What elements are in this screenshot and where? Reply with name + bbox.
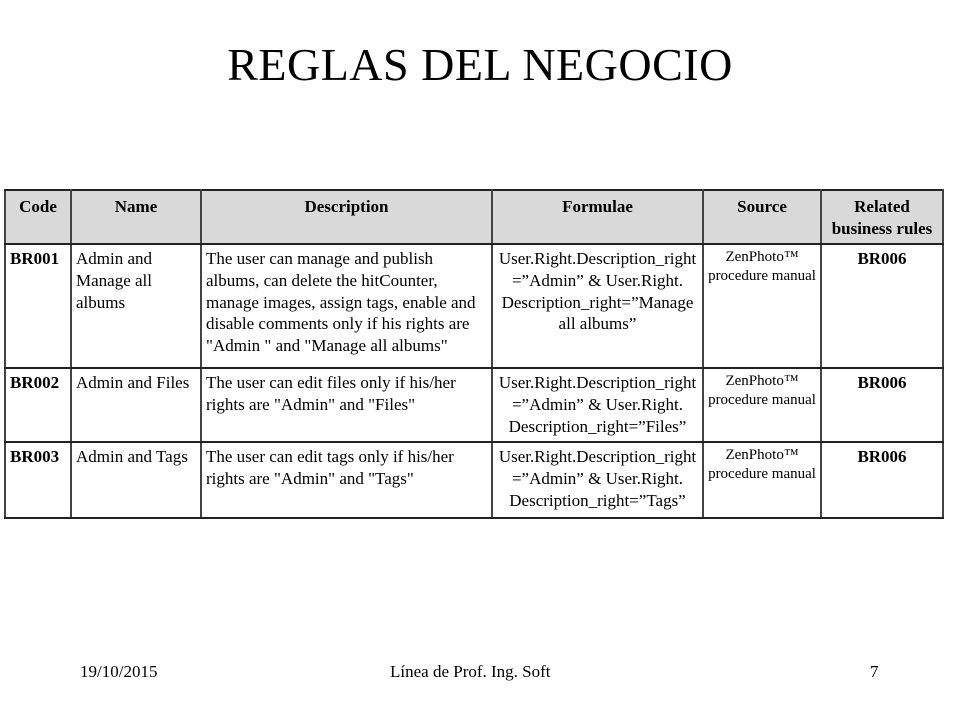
header-name: Name — [71, 190, 201, 244]
cell-related: BR006 — [821, 442, 943, 518]
table-row — [5, 368, 943, 442]
cell-related: BR006 — [821, 368, 943, 442]
cell-description: The user can edit files only if his/her rights are "Admin" and "Files" — [201, 368, 492, 442]
header-description: Description — [201, 190, 492, 244]
cell-formulae: User.Right.Description_right =”Admin” & User.Right. Description_right=”Manage all albums” — [492, 244, 703, 368]
header-related: Related business rules — [821, 190, 943, 244]
footer-page-number: 7 — [870, 662, 879, 681]
cell-name: Admin and Tags — [71, 442, 201, 518]
slide-title: REGLAS DEL NEGOCIO — [227, 39, 733, 90]
table-header-row — [5, 190, 943, 244]
cell-code: BR003 — [5, 442, 71, 518]
table-row — [5, 244, 943, 368]
cell-formulae: User.Right.Description_right =”Admin” & User.Right. Description_right=”Files” — [492, 368, 703, 442]
cell-source: ZenPhoto™ procedure manual — [703, 442, 821, 518]
header-source: Source — [703, 190, 821, 244]
cell-description: The user can edit tags only if his/her rights are "Admin" and "Tags" — [201, 442, 492, 518]
cell-code: BR001 — [5, 244, 71, 368]
cell-code: BR002 — [5, 368, 71, 442]
header-code: Code — [5, 190, 71, 244]
footer-date: 19/10/2015 — [80, 662, 158, 681]
table-row — [5, 442, 943, 518]
header-formulae: Formulae — [492, 190, 703, 244]
cell-related: BR006 — [821, 244, 943, 368]
cell-source: ZenPhoto™ procedure manual — [703, 244, 821, 368]
business-rules-table — [4, 189, 944, 519]
business-rules-table-container — [4, 189, 942, 519]
cell-formulae: User.Right.Description_right =”Admin” & User.Right. Description_right=”Tags” — [492, 442, 703, 518]
cell-name: Admin and Manage all albums — [71, 244, 201, 368]
cell-description: The user can manage and publish albums, can delete the hitCounter, manage images, assign tags, enable and disable comments only if his rights are "Admin " and "Manage all albums" — [201, 244, 492, 368]
footer-course-name: Línea de Prof. Ing. Soft — [390, 662, 551, 681]
cell-name: Admin and Files — [71, 368, 201, 442]
cell-source: ZenPhoto™ procedure manual — [703, 368, 821, 442]
